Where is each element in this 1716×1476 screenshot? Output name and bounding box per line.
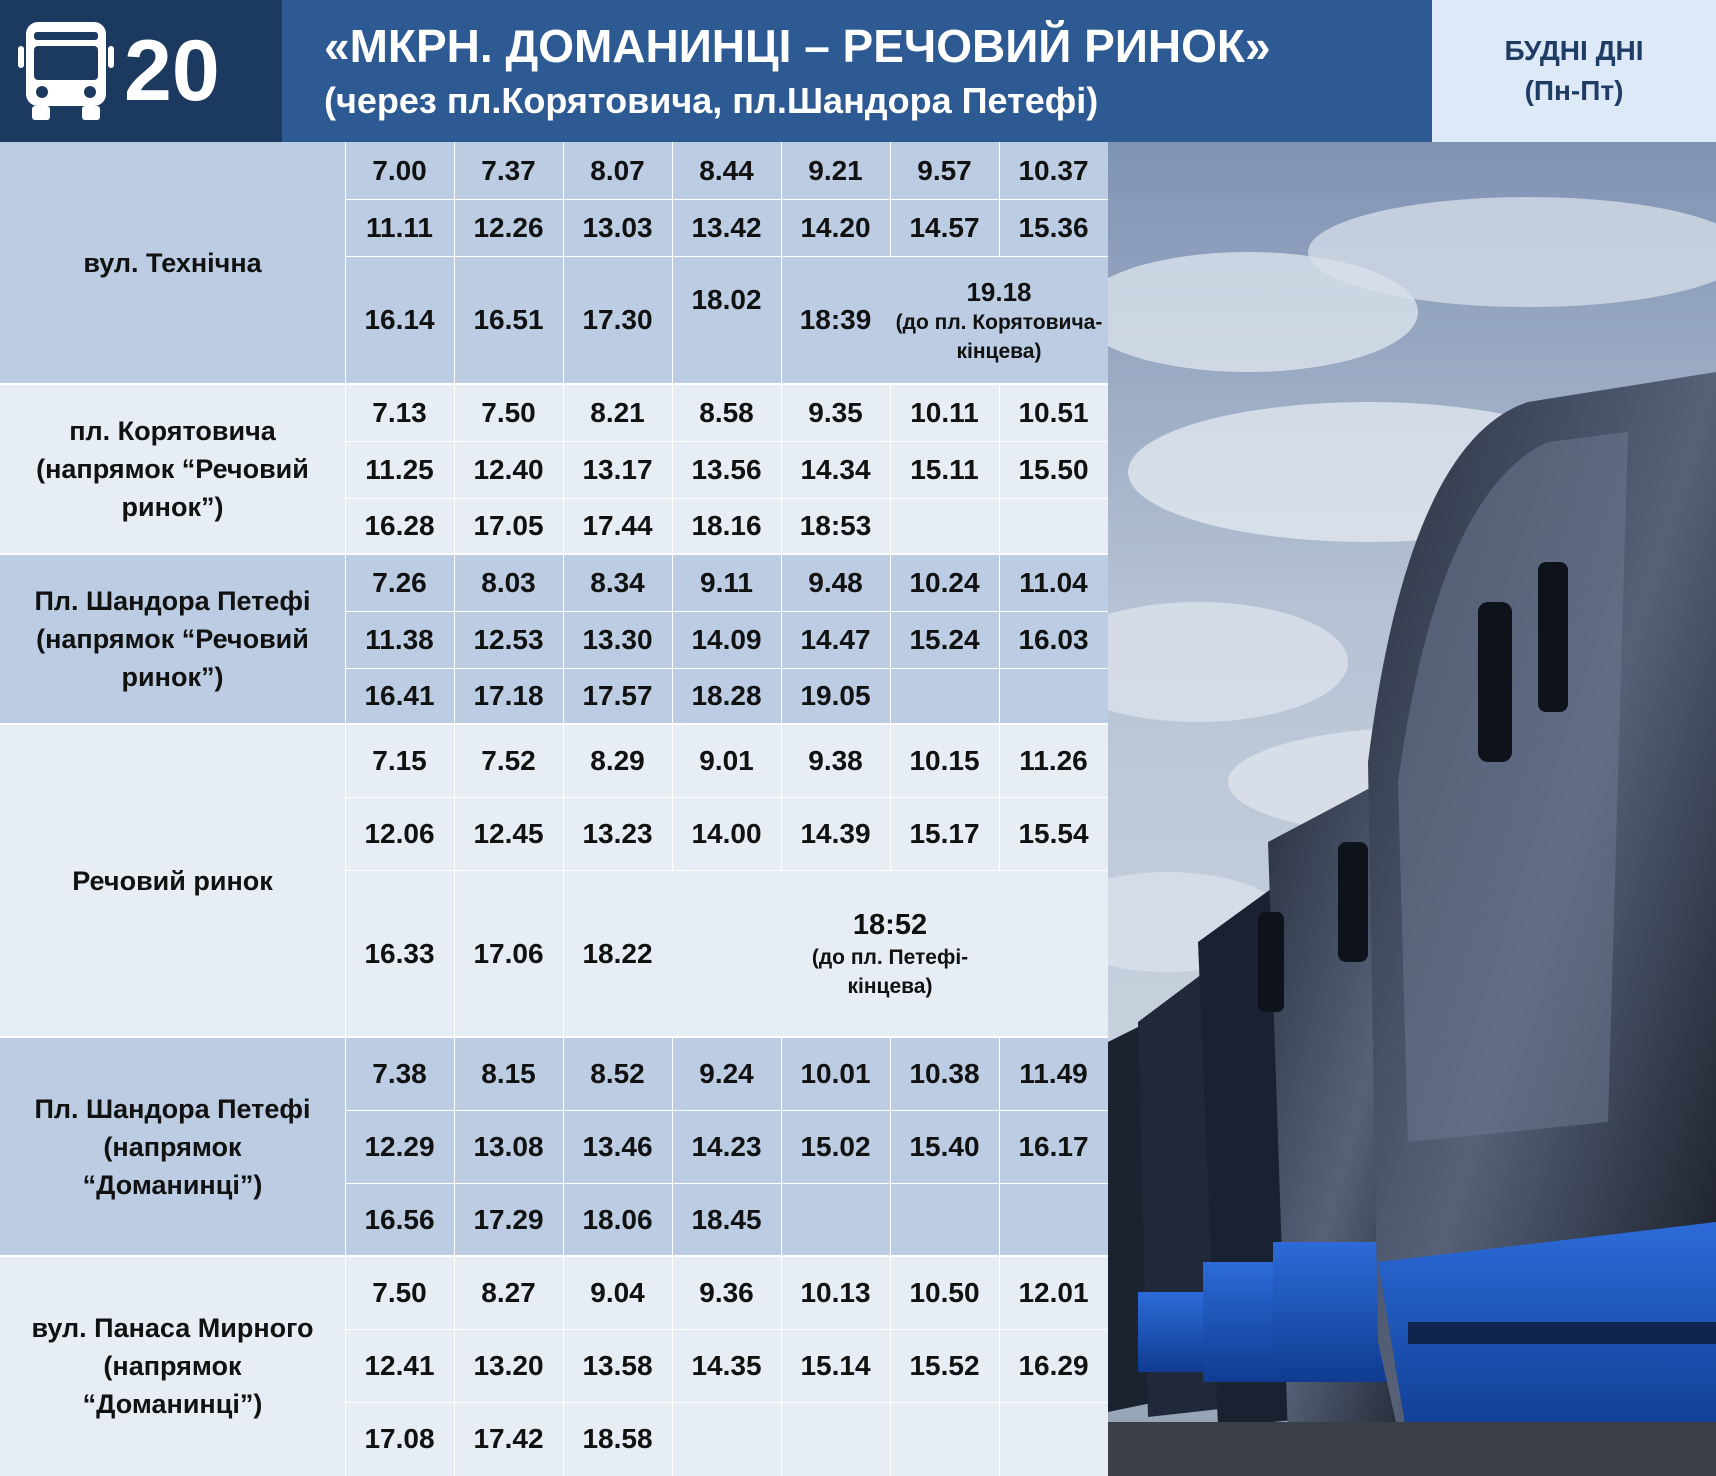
short-trip-note — [672, 871, 1108, 1037]
departure-time: 17.57 — [582, 680, 653, 711]
route-subtitle: (через пл.Корятовича, пл.Шандора Петефі) — [324, 80, 1099, 121]
service-days-range: (Пн-Пт) — [1524, 75, 1624, 106]
departure-time: 15.40 — [909, 1130, 980, 1162]
departure-time: 9.04 — [590, 1276, 645, 1308]
departure-time: 13.03 — [582, 211, 653, 243]
departure-time: 12.40 — [473, 453, 544, 485]
departure-time: 14.00 — [691, 817, 762, 849]
departure-time: 8.03 — [481, 566, 536, 598]
departure-time: 8.15 — [481, 1057, 536, 1089]
departure-time: 15.14 — [800, 1349, 871, 1381]
departure-time: 7.15 — [372, 744, 427, 776]
departure-time: 8.34 — [590, 566, 645, 598]
departure-time: 17.05 — [473, 510, 544, 541]
departure-time: 9.01 — [699, 744, 754, 776]
departure-time: 8.44 — [699, 154, 754, 186]
departure-time — [781, 1402, 890, 1476]
departure-time: 12.45 — [473, 817, 544, 849]
service-days-label: БУДНІ ДНІ — [1504, 35, 1644, 66]
departure-time: 13.30 — [582, 623, 653, 655]
departure-time: 7.00 — [372, 154, 427, 186]
departure-time: 9.57 — [917, 154, 972, 186]
stop-separator — [0, 383, 1108, 385]
short-trip-destination: кінцева) — [956, 339, 1042, 363]
short-trip-destination: (до пл. Петефі- — [811, 946, 969, 969]
departure-time: 9.11 — [700, 566, 753, 598]
departure-time: 11.49 — [1019, 1057, 1088, 1089]
departure-time: 13.46 — [582, 1130, 653, 1162]
departure-time: 8.07 — [590, 154, 645, 186]
departure-time: 16.56 — [364, 1203, 435, 1235]
departure-time: 12.53 — [473, 623, 544, 655]
departure-time: 16.51 — [473, 304, 544, 335]
stop-name: Пл. Шандора Петефі (напрямок “Речовий ринок”) — [34, 586, 311, 692]
departure-time: 13.56 — [691, 453, 762, 485]
departure-time — [890, 668, 999, 724]
stop-name: пл. Корятовича (напрямок “Речовий ринок”) — [36, 416, 309, 522]
departure-time: 10.51 — [1018, 396, 1089, 428]
departure-time: 13.23 — [582, 817, 653, 849]
departure-time: 12.26 — [473, 211, 544, 243]
departure-time: 13.42 — [691, 211, 762, 243]
stop-separator — [0, 1036, 1108, 1038]
departure-time: 16.03 — [1018, 623, 1089, 655]
stop-separator — [0, 1255, 1108, 1257]
departure-time: 14.47 — [800, 623, 871, 655]
departure-time: 15.24 — [909, 623, 980, 655]
departure-time: 17.18 — [473, 680, 544, 711]
departure-time: 13.20 — [473, 1349, 544, 1381]
departure-time: 15.52 — [909, 1349, 980, 1381]
departure-time: 14.23 — [691, 1130, 762, 1162]
departure-time: 10.37 — [1018, 154, 1089, 186]
departure-time: 15.11 — [910, 453, 979, 485]
departure-time: 9.21 — [808, 154, 863, 186]
stop-block — [0, 1037, 1108, 1256]
departure-time: 14.39 — [800, 817, 871, 849]
departure-time: 17.08 — [364, 1423, 435, 1454]
departure-time: 8.21 — [590, 396, 645, 428]
departure-time: 18:39 — [799, 304, 872, 335]
stop-name: Речовий ринок — [72, 865, 273, 896]
departure-time: 19.05 — [800, 680, 871, 711]
departure-time: 10.38 — [909, 1057, 980, 1089]
departure-time: 16.14 — [364, 304, 435, 335]
departure-time: 7.50 — [481, 396, 536, 428]
departure-time: 15.36 — [1018, 211, 1089, 243]
route-number: 20 — [124, 23, 220, 119]
departure-time: 18:53 — [799, 510, 872, 541]
departure-time: 15.54 — [1018, 817, 1089, 849]
departure-time: 14.35 — [691, 1349, 762, 1381]
stop-name: Пл. Шандора Петефі (напрямок “Доманинці”) — [34, 1093, 311, 1200]
departure-time: 8.27 — [481, 1276, 536, 1308]
departure-time — [890, 1183, 999, 1256]
departure-time: 7.52 — [481, 744, 536, 776]
departure-time: 7.13 — [372, 396, 427, 428]
departure-time: 17.44 — [582, 510, 653, 541]
stop-block — [0, 1256, 1108, 1476]
departure-time: 10.15 — [909, 744, 980, 776]
departure-time — [890, 498, 999, 554]
bus-icon — [18, 18, 114, 124]
departure-time: 16.33 — [364, 937, 435, 969]
stop-name: вул. Панаса Мирного (напрямок “Доманинці”) — [31, 1313, 314, 1419]
departure-time — [672, 1402, 781, 1476]
route-title: «МКРН. ДОМАНИНЦІ – РЕЧОВИЙ РИНОК» — [324, 20, 1271, 72]
departure-time: 17.42 — [473, 1423, 544, 1454]
departure-time — [781, 1183, 890, 1256]
departure-time — [999, 668, 1108, 724]
stop-block — [0, 384, 1108, 554]
departure-time: 18.28 — [691, 680, 762, 711]
departure-time — [999, 1402, 1108, 1476]
departure-time: 11.38 — [365, 623, 434, 655]
departure-time: 7.38 — [372, 1057, 427, 1089]
stop-name: вул. Технічна — [83, 248, 262, 278]
route-badge — [0, 0, 282, 142]
short-trip-destination: кінцева) — [847, 975, 933, 998]
departure-time: 9.35 — [808, 396, 863, 428]
departure-time — [890, 1402, 999, 1476]
departure-time: 11.11 — [366, 211, 433, 243]
departure-time: 15.17 — [909, 817, 980, 849]
departure-time: 14.34 — [800, 453, 871, 485]
departure-time: 14.57 — [909, 211, 980, 243]
departure-time: 16.28 — [364, 510, 435, 541]
departure-time: 17.29 — [473, 1203, 544, 1235]
bus-photo — [1108, 142, 1716, 1476]
departure-time: 9.24 — [699, 1057, 754, 1089]
departure-time: 18.06 — [582, 1203, 653, 1235]
stop-block — [0, 724, 1108, 1037]
departure-time: 13.17 — [582, 453, 653, 485]
timetable — [0, 142, 1108, 1476]
departure-time: 15.50 — [1018, 453, 1089, 485]
departure-time: 11.25 — [365, 453, 434, 485]
departure-time: 18.22 — [582, 937, 653, 969]
departure-time: 18.45 — [691, 1203, 762, 1235]
short-trip-destination: (до пл. Корятовича- — [895, 310, 1103, 334]
short-trip-time: 19.18 — [966, 276, 1032, 307]
departure-time: 16.41 — [364, 680, 435, 711]
departure-time: 10.13 — [800, 1276, 871, 1308]
departure-time: 13.58 — [582, 1349, 653, 1381]
departure-time: 7.37 — [481, 154, 536, 186]
departure-time: 14.20 — [800, 211, 871, 243]
departure-time: 18.58 — [582, 1423, 653, 1454]
departure-time: 15.02 — [800, 1130, 871, 1162]
short-trip-time: 18:52 — [852, 909, 928, 941]
departure-time: 18.02 — [691, 284, 762, 315]
stop-block — [0, 142, 1108, 384]
departure-time: 16.17 — [1018, 1130, 1089, 1162]
departure-time: 17.06 — [473, 937, 544, 969]
departure-time: 7.50 — [372, 1276, 427, 1308]
departure-time: 11.26 — [1019, 744, 1088, 776]
departure-time: 18.16 — [691, 510, 762, 541]
departure-time: 17.30 — [582, 304, 653, 335]
departure-time: 10.24 — [909, 566, 980, 598]
departure-time: 12.41 — [364, 1349, 435, 1381]
departure-time — [999, 1183, 1108, 1256]
departure-time: 9.36 — [699, 1276, 754, 1308]
departure-time — [999, 498, 1108, 554]
departure-time: 12.01 — [1018, 1276, 1089, 1308]
departure-time: 12.29 — [364, 1130, 435, 1162]
stop-separator — [0, 553, 1108, 555]
departure-time: 13.08 — [473, 1130, 544, 1162]
departure-time: 10.50 — [909, 1276, 980, 1308]
departure-time: 7.26 — [372, 566, 427, 598]
service-days — [1432, 0, 1716, 142]
departure-time: 12.06 — [364, 817, 435, 849]
departure-time: 14.09 — [691, 623, 762, 655]
stop-block — [0, 554, 1108, 724]
stop-separator — [0, 723, 1108, 725]
route-title-banner — [282, 0, 1432, 142]
departure-time: 8.29 — [590, 744, 645, 776]
departure-time: 8.58 — [699, 396, 754, 428]
departure-time: 9.38 — [808, 744, 863, 776]
departure-time: 10.11 — [910, 396, 979, 428]
departure-time: 9.48 — [808, 566, 863, 598]
departure-time: 16.29 — [1018, 1349, 1089, 1381]
departure-time: 10.01 — [800, 1057, 871, 1089]
short-trip-note — [890, 257, 1108, 384]
departure-time: 8.52 — [590, 1057, 645, 1089]
departure-time: 11.04 — [1019, 566, 1088, 598]
